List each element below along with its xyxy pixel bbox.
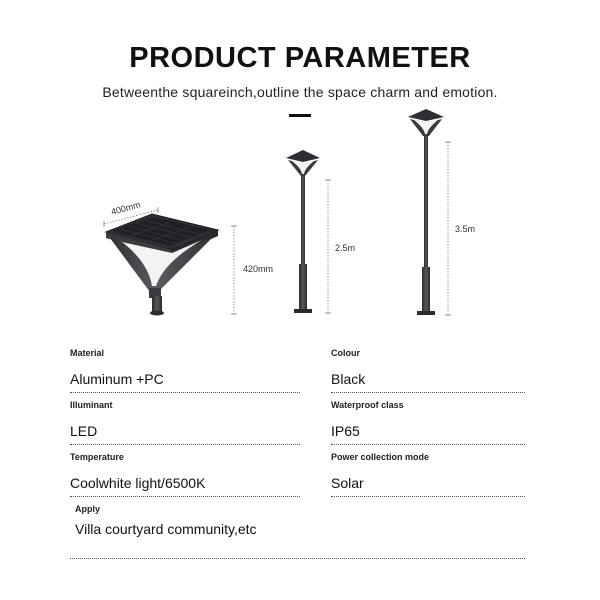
dotted-divider [70, 392, 300, 393]
temperature-label: Temperature [70, 452, 124, 462]
dotted-divider [331, 444, 525, 445]
colour-value: Black [331, 371, 366, 387]
temperature-cell [70, 450, 302, 492]
parameter-row [70, 346, 526, 398]
page-title: PRODUCT PARAMETER [129, 42, 471, 74]
parameter-row [70, 450, 526, 502]
tall-pole-lamp [408, 109, 444, 315]
dotted-divider [70, 444, 300, 445]
power-cell [331, 450, 526, 492]
waterproof-label: Waterproof class [331, 400, 404, 410]
illuminant-cell [70, 398, 302, 440]
colour-cell [331, 346, 526, 388]
short-pole-lamp [286, 150, 320, 313]
dotted-divider [70, 496, 300, 497]
page-subtitle: Betweenthe squareinch,outline the space charm and emotion. [102, 84, 498, 100]
head-height-dimension [231, 226, 273, 314]
apply-cell [70, 502, 526, 538]
material-cell [70, 346, 302, 388]
apply-row [70, 502, 526, 562]
parameter-table [70, 346, 526, 562]
power-label: Power collection mode [331, 452, 430, 462]
material-value: Aluminum +PC [70, 371, 164, 387]
apply-label: Apply [75, 504, 101, 514]
tall-pole-label: 3.5m [455, 224, 476, 234]
waterproof-value: IP65 [331, 423, 360, 439]
power-value: Solar [331, 475, 364, 491]
illuminant-label: Illuminant [70, 400, 113, 410]
short-pole-dimension [325, 180, 355, 313]
short-pole-label: 2.5m [335, 243, 356, 253]
temperature-value: Coolwhite light/6500K [70, 475, 206, 491]
dotted-divider [70, 558, 525, 559]
material-label: Material [70, 348, 105, 358]
dotted-divider [331, 496, 525, 497]
colour-label: Colour [331, 348, 360, 358]
apply-value: Villa courtyard community,etc [75, 521, 257, 537]
illuminant-value: LED [70, 423, 98, 439]
head-height-label: 420mm [243, 264, 274, 274]
dotted-divider [331, 392, 525, 393]
lamp-head-detail [106, 214, 218, 316]
tall-pole-dimension [445, 142, 475, 315]
parameter-row [70, 398, 526, 450]
width-label: 400mm [109, 199, 142, 217]
waterproof-cell [331, 398, 526, 440]
